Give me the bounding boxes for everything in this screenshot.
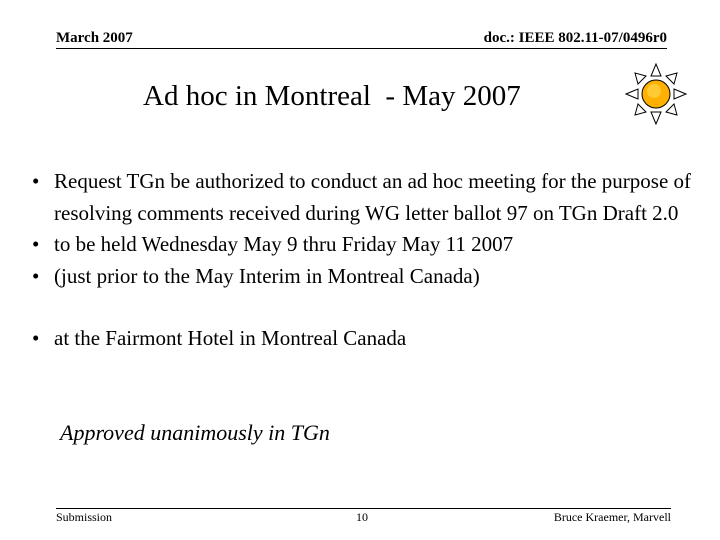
header-doc-id: doc.: IEEE 802.11-07/0496r0 <box>483 30 667 46</box>
list-item <box>32 261 702 293</box>
sun-icon <box>624 62 688 126</box>
footer-divider <box>56 508 671 509</box>
list-item <box>32 166 702 229</box>
bullet-text: (just prior to the May Interim in Montreal Canada) <box>54 263 480 288</box>
list-item <box>32 323 702 355</box>
list-item <box>32 229 702 261</box>
bullet-marker: • <box>32 169 40 193</box>
bullet-marker: • <box>32 232 40 256</box>
header-date: March 2007 <box>56 30 133 46</box>
bullet-text: Request TGn be authorized to conduct an ad hoc meeting for the purpose of resolving comments received during WG letter ballot 97 on TGn Draft 2.0 <box>54 169 692 225</box>
footer-author: Bruce Kraemer, Marvell <box>553 510 671 524</box>
bullet-text: to be held Wednesday May 9 thru Friday May 11 2007 <box>54 232 514 256</box>
bullet-marker: • <box>32 263 40 288</box>
bullet-list <box>32 166 702 355</box>
header-divider <box>56 48 667 49</box>
page-number: 10 <box>356 510 368 524</box>
approval-note: Approved unanimously in TGn <box>60 420 330 445</box>
bullet-text: at the Fairmont Hotel in Montreal Canada <box>54 326 407 350</box>
slide-title: Ad hoc in Montreal - May 2007 <box>143 80 521 112</box>
bullet-marker: • <box>32 326 40 350</box>
footer-submission: Submission <box>56 510 113 524</box>
